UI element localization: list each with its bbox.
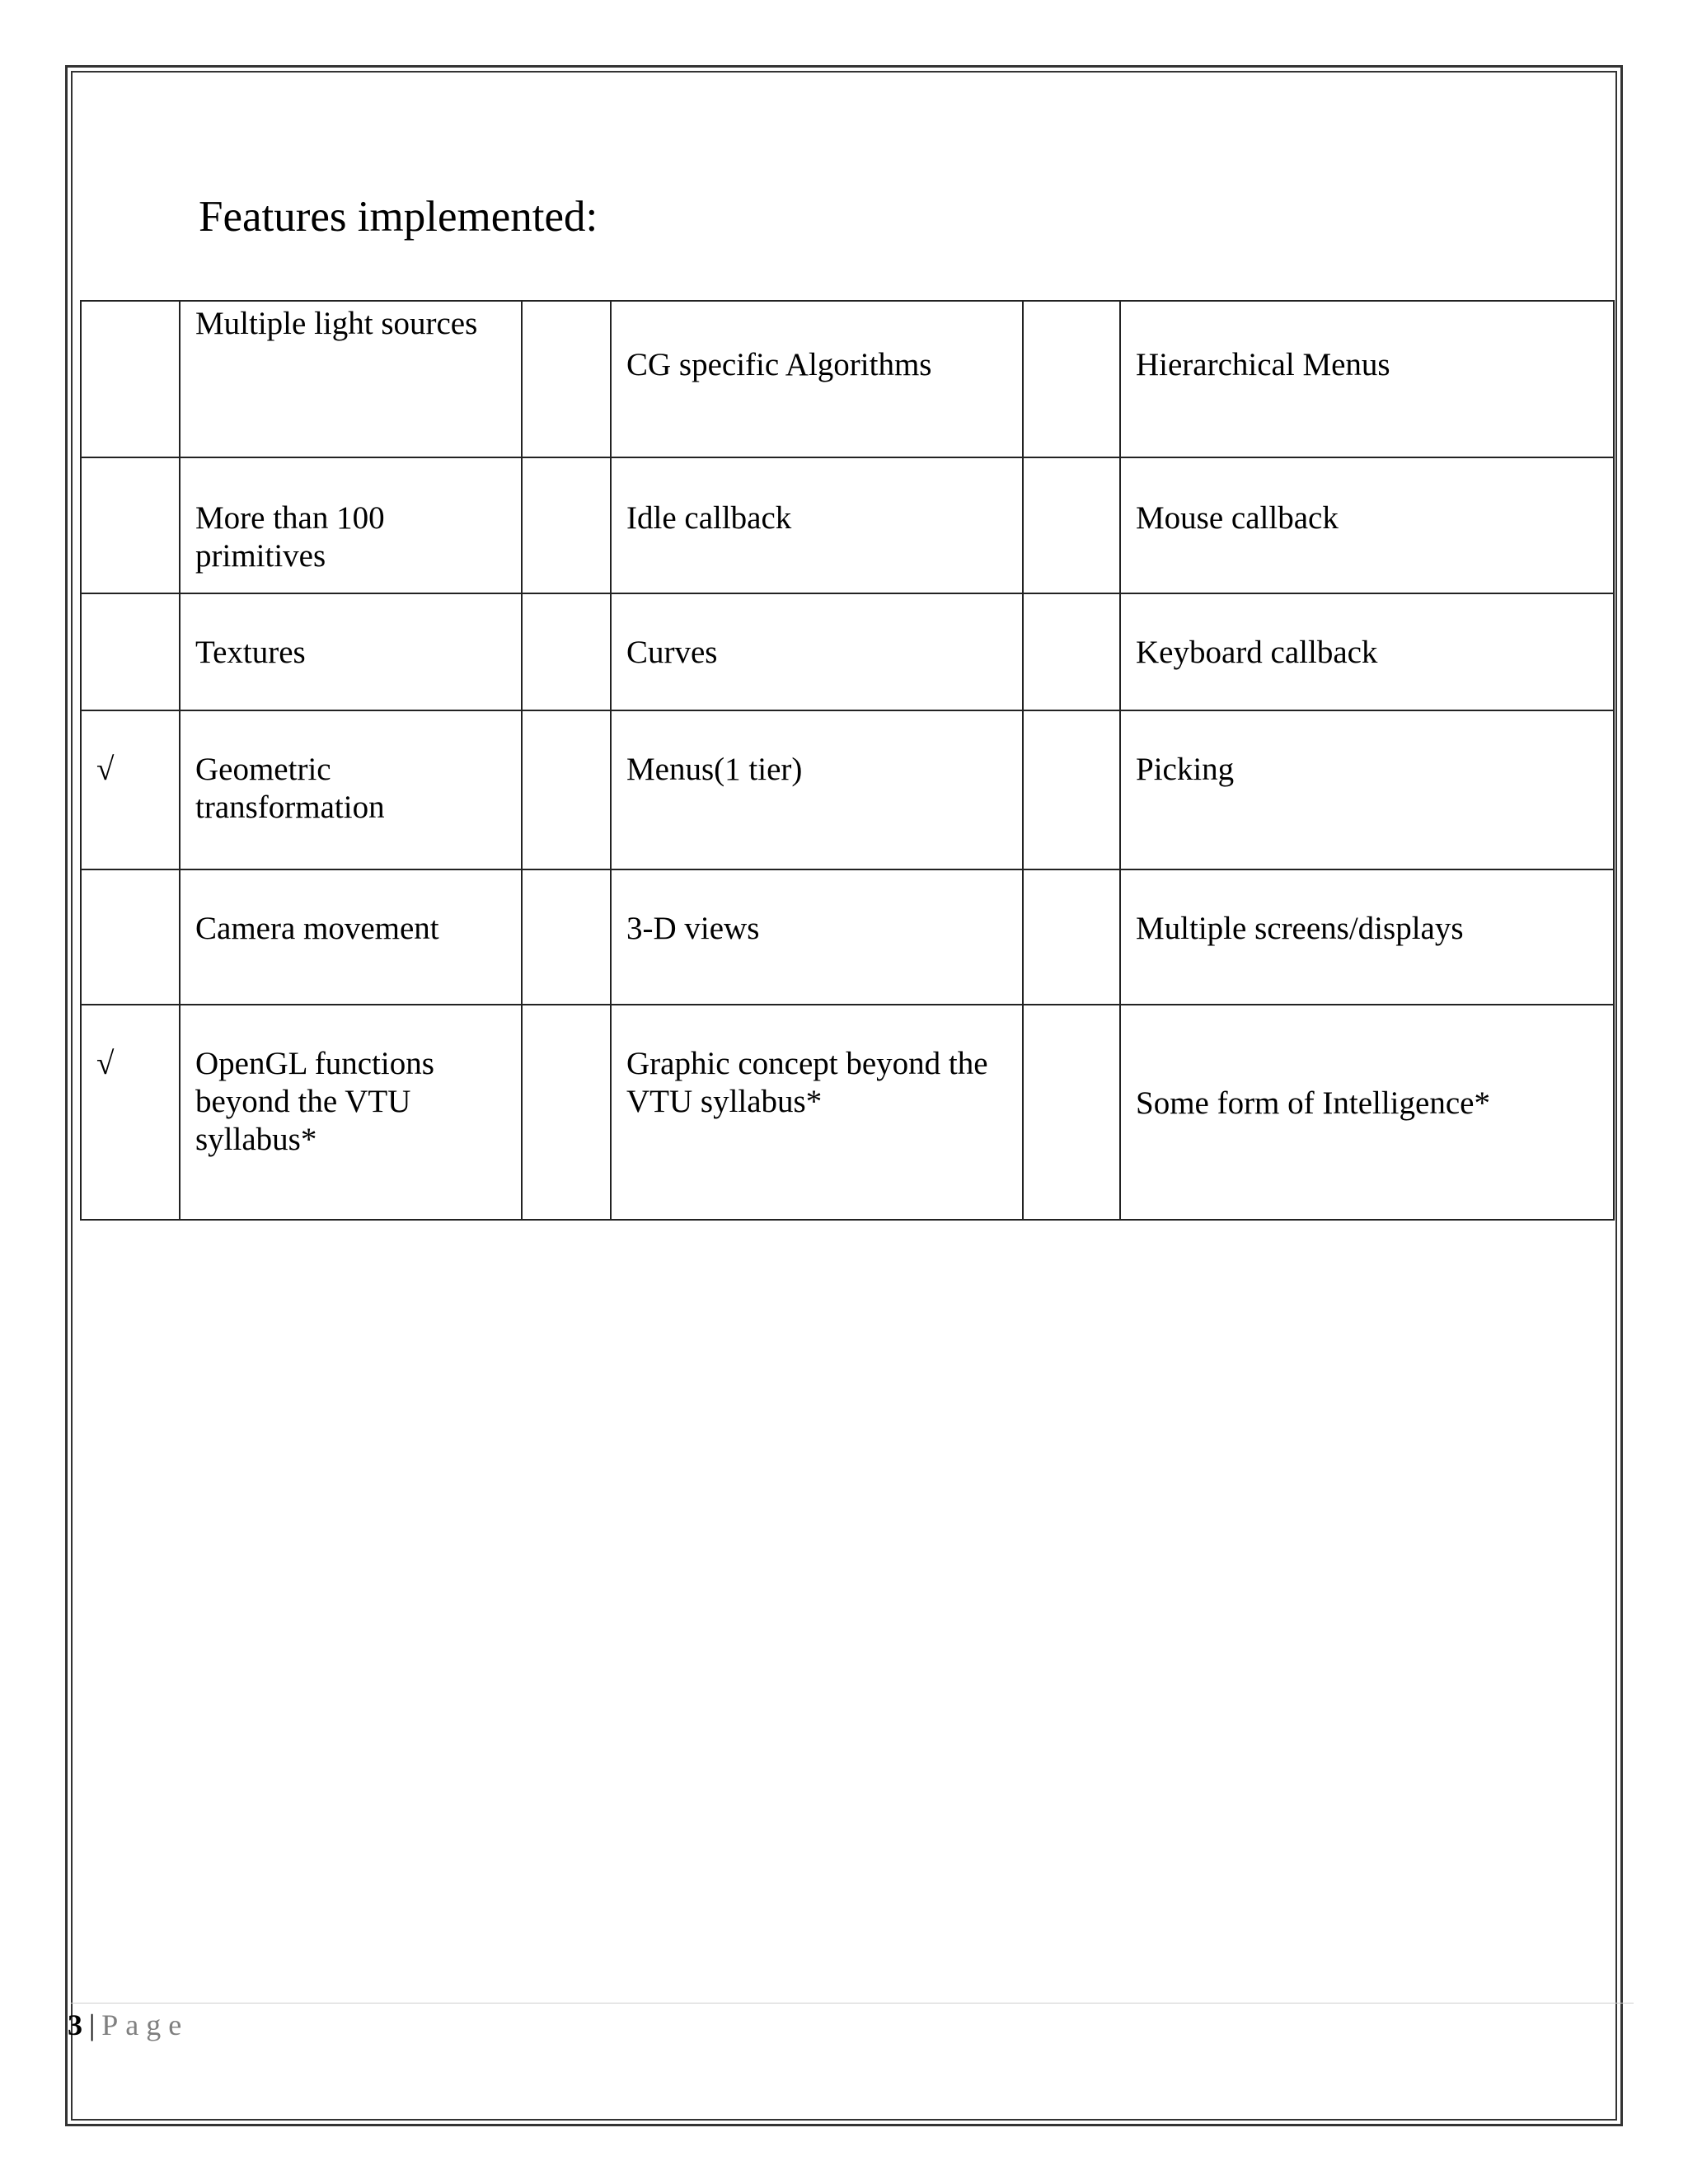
checkbox-cell <box>522 457 611 593</box>
page-number: 3 <box>68 2008 82 2041</box>
checkbox-cell <box>522 710 611 869</box>
checkbox-cell <box>1023 1005 1120 1220</box>
footer-separator: | <box>89 2008 96 2041</box>
checkbox-cell <box>1023 710 1120 869</box>
table-row <box>81 301 1614 457</box>
feature-label: Menus(1 tier) <box>611 710 1023 869</box>
checkbox-cell: √ <box>81 710 180 869</box>
table-row <box>81 710 1614 869</box>
feature-label: Mouse callback <box>1120 457 1614 593</box>
feature-label: More than 100 primitives <box>180 457 522 593</box>
checkbox-cell <box>522 593 611 710</box>
checkbox-cell <box>81 301 180 457</box>
feature-label: Hierarchical Menus <box>1120 301 1614 457</box>
feature-label: Geometric transformation <box>180 710 522 869</box>
features-table <box>80 300 1615 1221</box>
feature-label: Multiple light sources <box>180 301 522 457</box>
table-row <box>81 593 1614 710</box>
feature-label: Picking <box>1120 710 1614 869</box>
footer-divider <box>71 2003 1634 2004</box>
feature-label: 3-D views <box>611 869 1023 1005</box>
table-row <box>81 457 1614 593</box>
feature-label: Some form of Intelligence* <box>1120 1005 1614 1220</box>
checkbox-cell <box>1023 593 1120 710</box>
table-row <box>81 869 1614 1005</box>
feature-label: OpenGL functions beyond the VTU syllabus* <box>180 1005 522 1220</box>
page-heading: Features implemented: <box>199 193 598 241</box>
page-word: Page <box>101 2008 190 2041</box>
feature-label: Multiple screens/displays <box>1120 869 1614 1005</box>
feature-label: CG specific Algorithms <box>611 301 1023 457</box>
checkbox-cell <box>1023 457 1120 593</box>
checkbox-cell <box>81 869 180 1005</box>
checkbox-cell <box>81 457 180 593</box>
feature-label: Curves <box>611 593 1023 710</box>
checkbox-cell <box>522 1005 611 1220</box>
page-footer <box>68 2007 189 2043</box>
checkbox-cell <box>1023 301 1120 457</box>
feature-label: Idle callback <box>611 457 1023 593</box>
table-row <box>81 1005 1614 1220</box>
feature-label: Graphic concept beyond the VTU syllabus* <box>611 1005 1023 1220</box>
checkbox-cell: √ <box>81 1005 180 1220</box>
checkbox-cell <box>522 869 611 1005</box>
feature-label: Textures <box>180 593 522 710</box>
checkbox-cell <box>1023 869 1120 1005</box>
checkbox-cell <box>81 593 180 710</box>
feature-label: Keyboard callback <box>1120 593 1614 710</box>
feature-label: Camera movement <box>180 869 522 1005</box>
checkbox-cell <box>522 301 611 457</box>
